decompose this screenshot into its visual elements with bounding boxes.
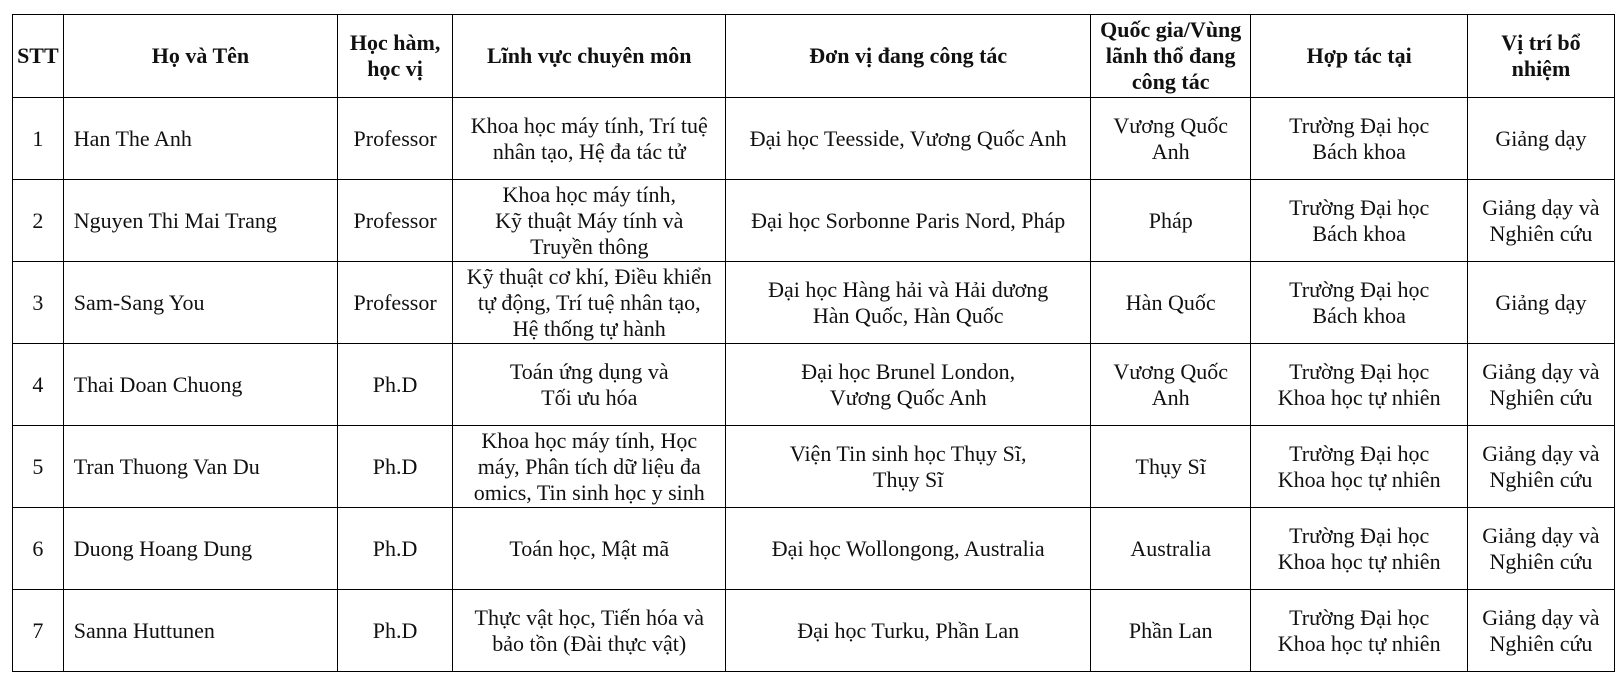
table-row [13,180,1615,262]
cell-partner: Trường Đại học Khoa học tự nhiên [1251,344,1467,426]
cell-field: Khoa học máy tính, Trí tuệ nhân tạo, Hệ đa tác tử [453,98,726,180]
cell-country: Australia [1090,508,1251,590]
cell-position: Giảng dạy và Nghiên cứu [1467,508,1614,590]
cell-partner: Trường Đại học Bách khoa [1251,98,1467,180]
cell-title: Professor [338,262,453,344]
cell-name: Han The Anh [63,98,337,180]
cell-name: Tran Thuong Van Du [63,426,337,508]
cell-stt: 4 [13,344,64,426]
cell-stt: 3 [13,262,64,344]
header-row [13,15,1615,98]
cell-title: Professor [338,180,453,262]
cell-position: Giảng dạy và Nghiên cứu [1467,180,1614,262]
cell-country: Pháp [1090,180,1251,262]
cell-partner: Trường Đại học Khoa học tự nhiên [1251,426,1467,508]
header-stt: STT [13,15,64,98]
cell-stt: 1 [13,98,64,180]
cell-position: Giảng dạy [1467,98,1614,180]
cell-stt: 6 [13,508,64,590]
header-partner: Hợp tác tại [1251,15,1467,98]
cell-country: Thụy Sĩ [1090,426,1251,508]
cell-partner: Trường Đại học Bách khoa [1251,262,1467,344]
cell-org: Đại học Wollongong, Australia [726,508,1091,590]
cell-name: Sanna Huttunen [63,590,337,672]
cell-position: Giảng dạy [1467,262,1614,344]
cell-title: Ph.D [338,426,453,508]
cell-partner: Trường Đại học Khoa học tự nhiên [1251,590,1467,672]
cell-org: Viện Tin sinh học Thụy Sĩ, Thụy Sĩ [726,426,1091,508]
cell-name: Sam-Sang You [63,262,337,344]
cell-field: Toán học, Mật mã [453,508,726,590]
cell-partner: Trường Đại học Bách khoa [1251,180,1467,262]
header-title: Học hàm, học vị [338,15,453,98]
cell-stt: 7 [13,590,64,672]
cell-org: Đại học Teesside, Vương Quốc Anh [726,98,1091,180]
cell-stt: 2 [13,180,64,262]
table-row [13,508,1615,590]
header-org: Đơn vị đang công tác [726,15,1091,98]
cell-name: Thai Doan Chuong [63,344,337,426]
cell-position: Giảng dạy và Nghiên cứu [1467,590,1614,672]
cell-title: Ph.D [338,590,453,672]
table-row [13,262,1615,344]
cell-country: Phần Lan [1090,590,1251,672]
cell-position: Giảng dạy và Nghiên cứu [1467,426,1614,508]
cell-org: Đại học Brunel London, Vương Quốc Anh [726,344,1091,426]
cell-field: Thực vật học, Tiến hóa và bảo tồn (Đài thực vật) [453,590,726,672]
header-field: Lĩnh vực chuyên môn [453,15,726,98]
table-row [13,98,1615,180]
staff-table [12,14,1615,672]
cell-name: Nguyen Thi Mai Trang [63,180,337,262]
cell-org: Đại học Hàng hải và Hải dương Hàn Quốc, Hàn Quốc [726,262,1091,344]
header-position: Vị trí bổ nhiệm [1467,15,1614,98]
header-name: Họ và Tên [63,15,337,98]
table-header [13,15,1615,98]
cell-stt: 5 [13,426,64,508]
cell-field: Kỹ thuật cơ khí, Điều khiển tự động, Trí tuệ nhân tạo, Hệ thống tự hành [453,262,726,344]
cell-title: Professor [338,98,453,180]
cell-org: Đại học Sorbonne Paris Nord, Pháp [726,180,1091,262]
table-row [13,590,1615,672]
header-country: Quốc gia/Vùng lãnh thổ đang công tác [1090,15,1251,98]
cell-title: Ph.D [338,344,453,426]
cell-country: Vương Quốc Anh [1090,98,1251,180]
cell-title: Ph.D [338,508,453,590]
table-row [13,344,1615,426]
cell-org: Đại học Turku, Phần Lan [726,590,1091,672]
cell-country: Vương Quốc Anh [1090,344,1251,426]
table-row [13,426,1615,508]
cell-field: Toán ứng dụng và Tối ưu hóa [453,344,726,426]
cell-field: Khoa học máy tính, Kỹ thuật Máy tính và Truyền thông [453,180,726,262]
cell-name: Duong Hoang Dung [63,508,337,590]
cell-partner: Trường Đại học Khoa học tự nhiên [1251,508,1467,590]
cell-position: Giảng dạy và Nghiên cứu [1467,344,1614,426]
cell-field: Khoa học máy tính, Học máy, Phân tích dữ liệu đa omics, Tin sinh học y sinh [453,426,726,508]
table-body [13,98,1615,672]
cell-country: Hàn Quốc [1090,262,1251,344]
